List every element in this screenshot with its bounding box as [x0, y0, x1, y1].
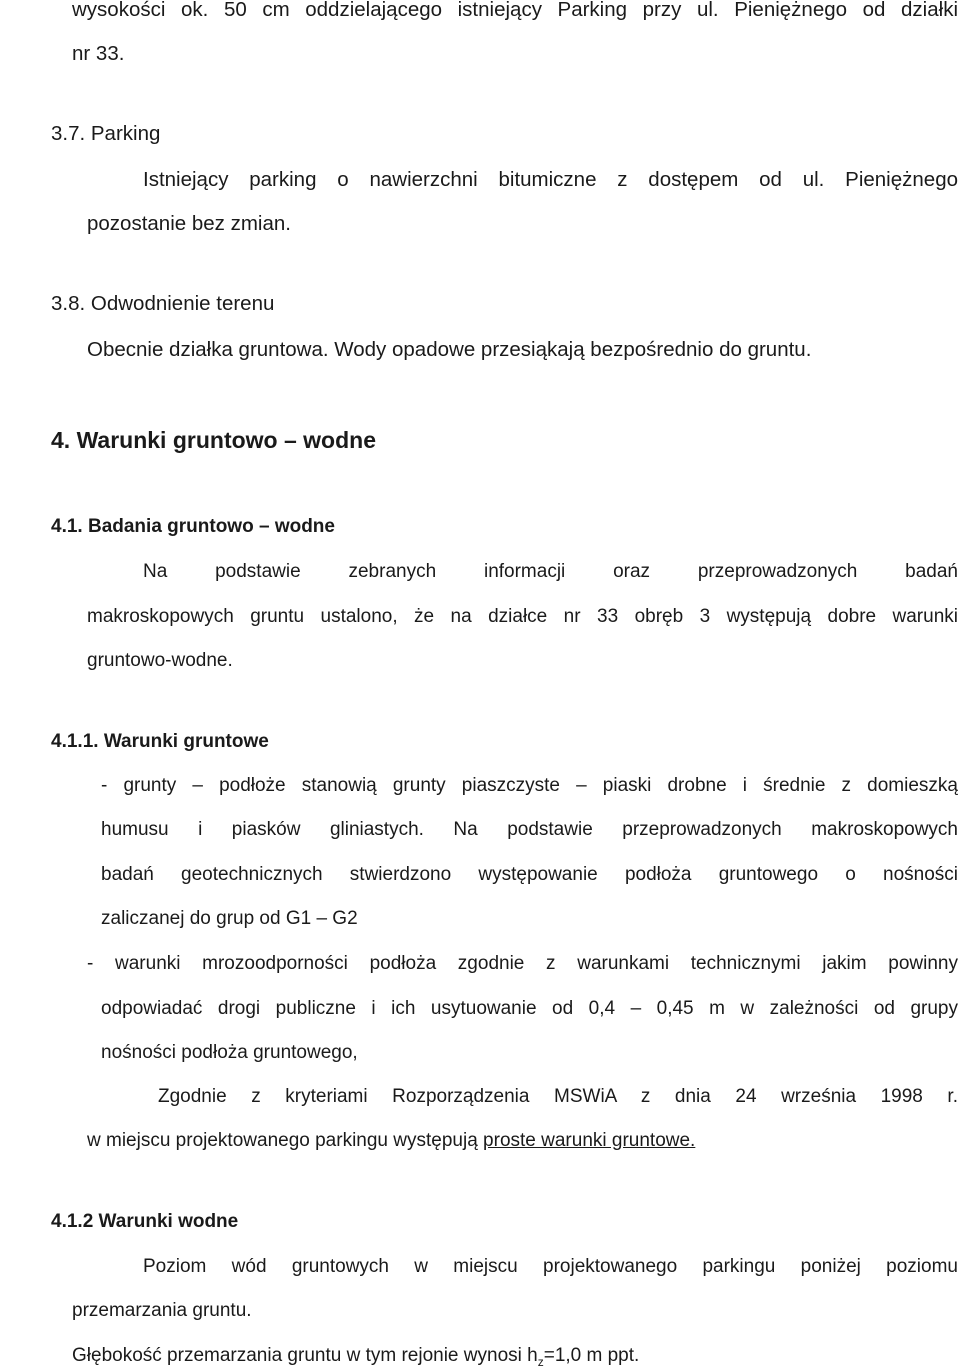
paragraph-line: Istniejący parking o nawierzchni bitumiczne z dostępem od ul. Pieniężnego — [143, 168, 958, 191]
paragraph-line: humusu i piasków gliniastych. Na podstawie przeprowadzonych makroskopowych — [101, 819, 958, 840]
paragraph-line: Poziom wód gruntowych w miejscu projektowanego parkingu poniżej poziomu — [143, 1256, 958, 1277]
paragraph-line: makroskopowych gruntu ustalono, że na działce nr 33 obręb 3 występują dobre warunki — [87, 606, 958, 627]
paragraph-line: nr 33. — [72, 42, 125, 65]
paragraph-line: badań geotechnicznych stwierdzono występowanie podłoża gruntowego o nośności — [101, 864, 958, 885]
paragraph-line: zaliczanej do grup od G1 – G2 — [101, 908, 358, 929]
paragraph-line: - grunty – podłoże stanowią grunty piaszczyste – piaski drobne i średnie z domieszką — [101, 775, 958, 796]
subscript: z — [537, 1354, 544, 1369]
paragraph-line: - warunki mrozoodporności podłoża zgodnie z warunkami technicznymi jakim powinny — [87, 953, 958, 974]
section-heading: 4.1. Badania gruntowo – wodne — [51, 516, 335, 537]
text-run: w miejscu projektowanego parkingu występują — [87, 1130, 484, 1151]
paragraph-line: Obecnie działka gruntowa. Wody opadowe przesiąkają bezpośrednio do gruntu. — [87, 338, 812, 361]
paragraph-line: przemarzania gruntu. — [72, 1300, 252, 1321]
paragraph-line: nośności podłoża gruntowego, — [101, 1042, 358, 1063]
chapter-heading: 4. Warunki gruntowo – wodne — [51, 427, 376, 453]
text-run: Głębokość przemarzania gruntu w tym rejonie wynosi h — [72, 1345, 538, 1366]
paragraph-line: pozostanie bez zmian. — [87, 212, 291, 235]
paragraph-line: odpowiadać drogi publiczne i ich usytuowanie od 0,4 – 0,45 m w zależności od grupy — [101, 998, 958, 1019]
section-heading: 3.8. Odwodnienie terenu — [51, 292, 275, 315]
paragraph-line: Na podstawie zebranych informacji oraz przeprowadzonych badań — [143, 561, 958, 582]
underlined-text: proste warunki gruntowe. — [483, 1130, 696, 1151]
paragraph-line: Zgodnie z kryteriami Rozporządzenia MSWiA z dnia 24 września 1998 r. — [158, 1086, 958, 1107]
paragraph-line — [72, 1342, 639, 1370]
text-run: =1,0 m ppt. — [543, 1345, 640, 1366]
section-heading: 4.1.1. Warunki gruntowe — [51, 731, 269, 752]
paragraph-line: gruntowo-wodne. — [87, 650, 233, 671]
paragraph-line — [87, 1127, 695, 1155]
paragraph-line: wysokości ok. 50 cm oddzielającego istniejący Parking przy ul. Pieniężnego od działki — [72, 0, 958, 21]
section-heading: 4.1.2 Warunki wodne — [51, 1211, 239, 1232]
section-heading: 3.7. Parking — [51, 122, 161, 145]
